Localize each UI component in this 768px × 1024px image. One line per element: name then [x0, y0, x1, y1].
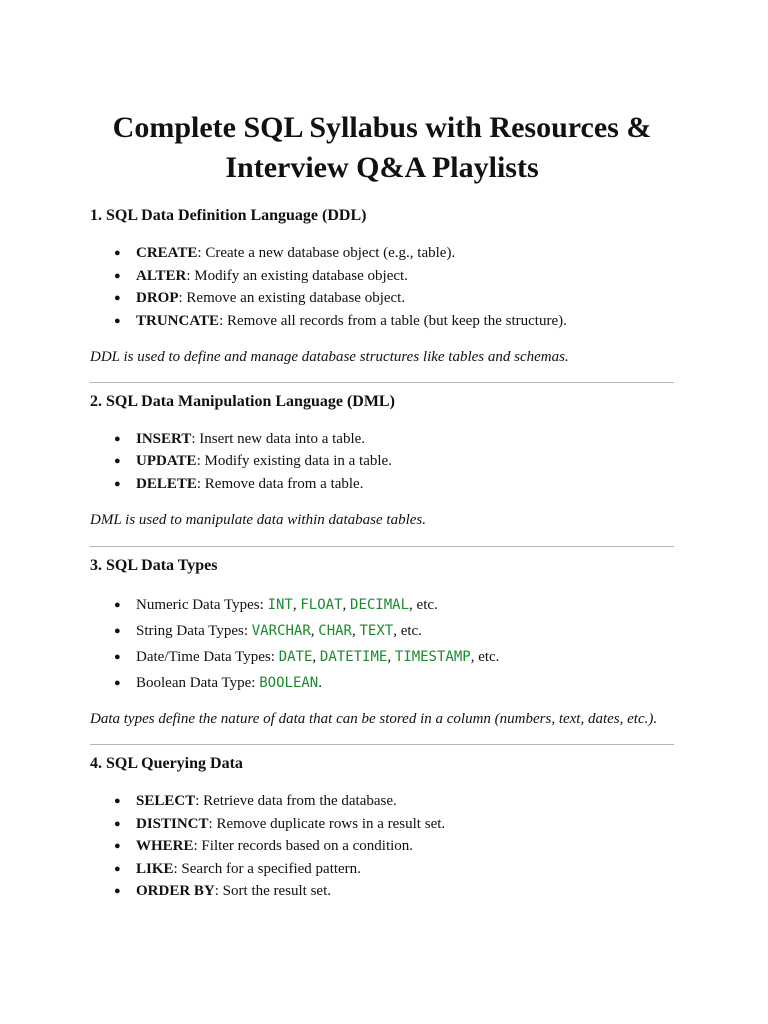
separator: ,: [310, 622, 319, 639]
type-keyword: DECIMAL: [350, 596, 410, 613]
type-category-label: Boolean Data Type:: [136, 674, 260, 691]
bullet-icon: ●: [114, 676, 121, 689]
bullet-icon: ●: [114, 477, 121, 490]
command-name: INSERT: [136, 430, 192, 447]
bullet-icon: ●: [114, 455, 121, 467]
separator: ,: [292, 596, 301, 613]
section-heading-data-types: 3. SQL Data Types: [90, 556, 218, 574]
section-heading-ddl: 1. SQL Data Definition Language (DDL): [90, 207, 367, 224]
list-item: [90, 644, 674, 670]
title-line-2: Interview Q&A Playlists: [225, 151, 539, 184]
section-heading-dml: 2. SQL Data Manipulation Language (DML): [90, 392, 395, 410]
command-description: : Insert new data into a table.: [191, 430, 366, 447]
query-command-list: [90, 790, 674, 903]
ddl-command-list: [90, 242, 674, 332]
type-suffix: .: [318, 674, 322, 691]
list-item: [90, 473, 674, 496]
type-suffix: , etc.: [409, 596, 438, 613]
type-keyword: TEXT: [359, 622, 394, 639]
command-description: : Retrieve data from the database.: [195, 793, 397, 809]
command-name: SELECT: [136, 793, 196, 809]
command-description: : Remove duplicate rows in a result set.: [208, 815, 446, 832]
command-name: LIKE: [136, 860, 174, 877]
bullet-icon: ●: [114, 432, 121, 445]
list-item: [90, 880, 674, 903]
command-description: : Search for a specified pattern.: [173, 860, 361, 877]
type-category-label: Numeric Data Types:: [136, 596, 268, 613]
separator: ,: [387, 648, 395, 665]
bullet-icon: ●: [114, 292, 121, 304]
type-keyword: INT: [267, 596, 293, 613]
list-item: [90, 287, 674, 310]
bullet-icon: ●: [114, 269, 121, 282]
section-heading-querying: 4. SQL Querying Data: [90, 755, 243, 772]
list-item: [90, 790, 674, 813]
command-name: TRUNCATE: [136, 312, 220, 329]
bullet-icon: ●: [114, 862, 121, 875]
bullet-icon: ●: [114, 817, 121, 830]
list-item: [90, 428, 674, 451]
type-keyword: DATE: [278, 648, 313, 665]
command-description: : Modify an existing database object.: [186, 267, 408, 284]
type-suffix: , etc.: [470, 648, 500, 665]
bullet-icon: ●: [114, 247, 121, 259]
list-item: [90, 265, 674, 288]
type-suffix: , etc.: [393, 622, 422, 639]
separator: ,: [351, 622, 360, 639]
type-category-label: String Data Types:: [136, 622, 252, 639]
command-description: : Remove an existing database object.: [178, 290, 406, 306]
section-note-ddl: DDL is used to define and manage database structures like tables and schemas.: [90, 349, 569, 365]
command-description: : Filter records based on a condition.: [193, 838, 414, 854]
dml-command-list: [90, 428, 674, 496]
type-keyword: CHAR: [318, 622, 352, 639]
command-name: DELETE: [136, 475, 197, 492]
command-description: : Sort the result set.: [214, 883, 332, 899]
bullet-icon: ●: [114, 598, 121, 611]
list-item: [90, 858, 674, 881]
list-item: [90, 242, 674, 265]
document-title: [90, 108, 674, 188]
section-divider: [90, 546, 674, 547]
bullet-icon: ●: [114, 650, 121, 663]
list-item: [90, 813, 674, 836]
section-note-dml: DML is used to manipulate data within database tables.: [90, 512, 426, 528]
bullet-icon: ●: [114, 624, 121, 637]
command-name: DISTINCT: [136, 815, 209, 832]
section-divider: [90, 744, 674, 745]
type-category-label: Date/Time Data Types:: [136, 648, 279, 665]
type-keyword: FLOAT: [300, 596, 343, 613]
command-description: : Modify existing data in a table.: [196, 453, 392, 469]
command-name: DROP: [136, 290, 179, 306]
type-keyword: DATETIME: [319, 648, 388, 665]
document-page: [90, 0, 674, 903]
command-name: ORDER BY: [136, 883, 215, 899]
list-item: [90, 450, 674, 473]
command-name: ALTER: [136, 267, 187, 284]
command-description: : Remove data from a table.: [196, 475, 364, 492]
type-keyword: VARCHAR: [251, 622, 311, 639]
command-name: CREATE: [136, 245, 198, 261]
list-item: [90, 618, 674, 644]
bullet-icon: ●: [114, 314, 121, 327]
bullet-icon: ●: [114, 795, 121, 807]
type-keyword: TIMESTAMP: [394, 648, 471, 665]
title-line-1: Complete SQL Syllabus with Resources &: [112, 111, 652, 144]
type-keyword: BOOLEAN: [259, 674, 319, 691]
data-type-list: [90, 592, 674, 696]
command-description: : Remove all records from a table (but keep the structure).: [219, 312, 567, 329]
list-item: [90, 835, 674, 858]
bullet-icon: ●: [114, 885, 121, 897]
section-note-data-types: Data types define the nature of data that can be stored in a column (numbers, text, dates, etc.).: [90, 710, 658, 727]
list-item: [90, 670, 674, 696]
command-name: UPDATE: [136, 453, 197, 469]
command-name: WHERE: [136, 838, 194, 854]
list-item: [90, 310, 674, 333]
bullet-icon: ●: [114, 840, 121, 852]
section-divider: [90, 382, 674, 383]
separator: ,: [342, 596, 351, 613]
list-item: [90, 592, 674, 618]
separator: ,: [312, 648, 320, 665]
command-description: : Create a new database object (e.g., table).: [197, 245, 456, 261]
